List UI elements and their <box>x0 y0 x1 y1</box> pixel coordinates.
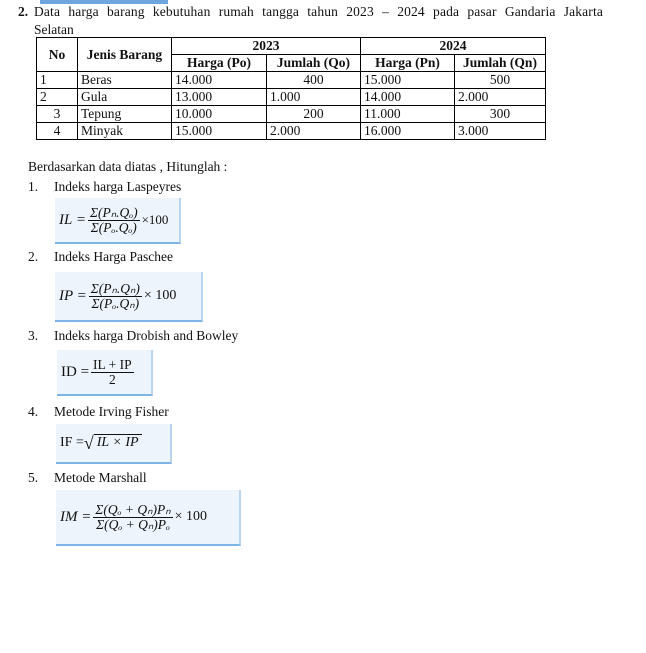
cell-qo: 400 <box>267 72 361 89</box>
header-no: No <box>37 38 78 72</box>
formula-numerator: Σ(Pₙ.Qₙ) <box>90 280 140 296</box>
item-label: Indeks harga Drobish and Bowley <box>54 328 239 343</box>
cell-qo: 1.000 <box>267 89 361 106</box>
drobish-formula <box>57 350 153 396</box>
item-label: Indeks Harga Paschee <box>54 249 173 264</box>
cell-qn: 3.000 <box>455 123 546 140</box>
formula-tail: ×100 <box>141 212 169 227</box>
item-label: Metode Marshall <box>54 470 147 485</box>
item-number: 5. <box>28 470 39 485</box>
fisher-formula <box>56 424 172 464</box>
header-po: Harga (Po) <box>172 55 267 72</box>
formula-lhs: IL = <box>59 211 86 228</box>
cell-po: 14.000 <box>172 72 267 89</box>
cell-item: Tepung <box>78 106 172 123</box>
table-row <box>37 123 546 140</box>
header-pn: Harga (Pn) <box>361 55 455 72</box>
cell-pn: 15.000 <box>361 72 455 89</box>
list-item <box>28 179 181 195</box>
table-row <box>37 72 546 89</box>
formula-numerator: Σ(Pₙ.Qₒ) <box>89 204 138 220</box>
formula-tail: × 100 <box>174 509 208 524</box>
cell-item: Minyak <box>78 123 172 140</box>
formula-fraction <box>93 503 172 532</box>
cell-no: 2 <box>37 89 78 106</box>
question-number: 2. <box>18 4 29 19</box>
list-item <box>28 249 173 265</box>
cell-qo: 200 <box>267 106 361 123</box>
cell-item: Beras <box>78 72 172 89</box>
cell-no: 1 <box>37 72 78 89</box>
item-number: 3. <box>28 328 39 343</box>
formula-fraction <box>91 358 134 387</box>
instruction-text: Berdasarkan data diatas , Hitunglah : <box>28 159 228 174</box>
paasche-formula <box>55 272 203 322</box>
cell-po: 15.000 <box>172 123 267 140</box>
list-item <box>28 328 238 344</box>
formula-lhs: IF = <box>60 435 84 450</box>
cell-item: Gula <box>78 89 172 106</box>
formula-tail: × 100 <box>143 288 177 303</box>
cell-qn: 2.000 <box>455 89 546 106</box>
list-item <box>28 404 169 420</box>
laspeyres-formula <box>55 198 181 244</box>
item-number: 2. <box>28 249 39 264</box>
header-qn: Jumlah (Qn) <box>455 55 546 72</box>
table-row <box>37 89 546 106</box>
formula-denominator: 2 <box>108 371 116 387</box>
question-text-line1: Data harga barang kebutuhan rumah tangga tahun 2023 – 2024 pada pasar Gandaria Jakarta <box>34 4 603 19</box>
item-number: 4. <box>28 404 39 419</box>
cell-pn: 16.000 <box>361 123 455 140</box>
marshall-formula <box>56 490 241 546</box>
header-item: Jenis Barang <box>78 38 172 72</box>
item-label: Metode Irving Fisher <box>54 404 169 419</box>
header-qo: Jumlah (Qo) <box>267 55 361 72</box>
formula-lhs: ID = <box>61 363 90 380</box>
header-2024: 2024 <box>361 38 546 55</box>
radicand: IL × IP <box>94 434 142 452</box>
cell-po: 13.000 <box>172 89 267 106</box>
cell-qn: 300 <box>455 106 546 123</box>
formula-lhs: IM = <box>60 508 92 525</box>
item-number: 1. <box>28 179 39 194</box>
radical-sign: √ <box>83 433 94 453</box>
cell-pn: 14.000 <box>361 89 455 106</box>
formula-lhs: IP = <box>59 287 87 304</box>
cell-qn: 500 <box>455 72 546 89</box>
formula-fraction <box>88 206 140 235</box>
cell-pn: 11.000 <box>361 106 455 123</box>
question-text-line2: Selatan <box>34 22 74 37</box>
list-item <box>28 470 147 486</box>
formula-denominator: Σ(Qₒ + Qₙ)Pₒ <box>96 516 170 532</box>
formula-denominator: Σ(Pₒ.Qₒ) <box>90 219 137 235</box>
cell-po: 10.000 <box>172 106 267 123</box>
cell-qo: 2.000 <box>267 123 361 140</box>
header-2023: 2023 <box>172 38 361 55</box>
formula-fraction <box>89 282 142 311</box>
square-root <box>84 434 142 452</box>
cell-no: 3 <box>37 106 78 123</box>
cell-no: 4 <box>37 123 78 140</box>
formula-denominator: Σ(Pₒ.Qₙ) <box>91 295 140 311</box>
formula-numerator: Σ(Qₒ + Qₙ)Pₙ <box>95 501 171 517</box>
formula-numerator: IL + IP <box>93 356 132 372</box>
table-row <box>37 106 546 123</box>
price-data-table <box>36 37 546 140</box>
item-label: Indeks harga Laspeyres <box>54 179 182 194</box>
